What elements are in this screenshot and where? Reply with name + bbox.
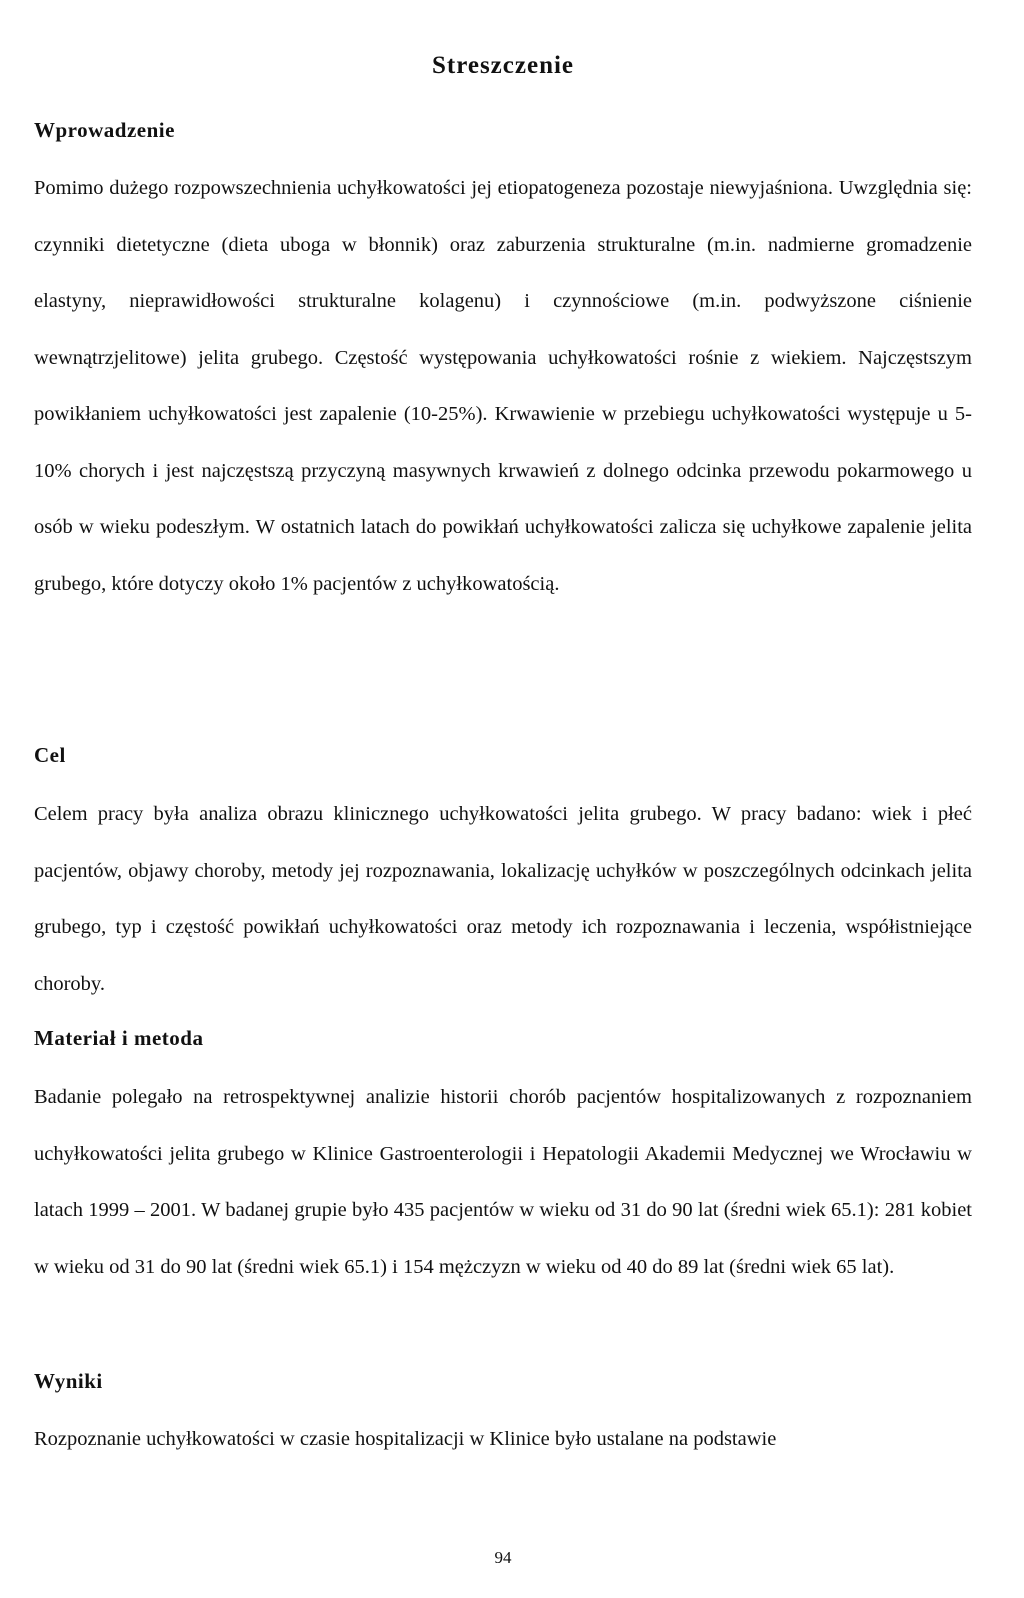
paragraph-wprowadzenie: Pomimo dużego rozpowszechnienia uchyłkowatości jej etiopatogeneza pozostaje niewyjaśniona. Uwzględnia się: czynniki dietetyczne (dieta uboga w błonnik) oraz zaburzenia strukturalne (m.in. nadmierne gromadzenie elastyny, nieprawidłowości strukturalne kolagenu) i czynnościowe (m.in. podwyższone ciśnienie wewnątrzjelitowe) jelita grubego. Częstość występowania uchyłkowatości rośnie z wiekiem. Najczęstszym powikłaniem uchyłkowatości jest zapalenie (10-25%). Krwawienie w przebiegu uchyłkowatości występuje u 5-10% chorych i jest najczęstszą przyczyną masywnych krwawień z dolnego odcinka przewodu pokarmowego u osób w wieku podeszłym. W ostatnich latach do powikłań uchyłkowatości zalicza się uchyłkowe zapalenie jelita grubego, które dotyczy około 1% pacjentów z uchyłkowatością. (34, 177, 972, 595)
heading-material-i-metoda: Materiał i metoda (34, 1026, 204, 1050)
page-title: Streszczenie (431, 52, 575, 79)
heading-wprowadzenie: Wprowadzenie (34, 118, 175, 142)
heading-cel: Cel (34, 743, 66, 767)
heading-wyniki: Wyniki (34, 1369, 103, 1393)
page-number: 94 (494, 1548, 512, 1567)
paragraph-wyniki: Rozpoznanie uchyłkowatości w czasie hospitalizacji w Klinice było ustalane na podstawie (34, 1428, 777, 1450)
paragraph-material-i-metoda: Badanie polegało na retrospektywnej analizie historii chorób pacjentów hospitalizowanych z rozpoznaniem uchyłkowatości jelita grubego w Klinice Gastroenterologii i Hepatologii Akademii Medycznej we Wrocławiu w latach 1999 – 2001. W badanej grupie było 435 pacjentów w wieku od 31 do 90 lat (średni wiek 65.1): 281 kobiet w wieku od 31 do 90 lat (średni wiek 65.1) i 154 mężczyzn w wieku od 40 do 89 lat (średni wiek 65 lat). (34, 1086, 972, 1278)
paragraph-cel: Celem pracy była analiza obrazu klinicznego uchyłkowatości jelita grubego. W pracy badano: wiek i płeć pacjentów, objawy choroby, metody jej rozpoznawania, lokalizację uchyłków w poszczególnych odcinkach jelita grubego, typ i częstość powikłań uchyłkowatości oraz metody ich rozpoznawania i leczenia, współistniejące choroby. (34, 803, 972, 995)
